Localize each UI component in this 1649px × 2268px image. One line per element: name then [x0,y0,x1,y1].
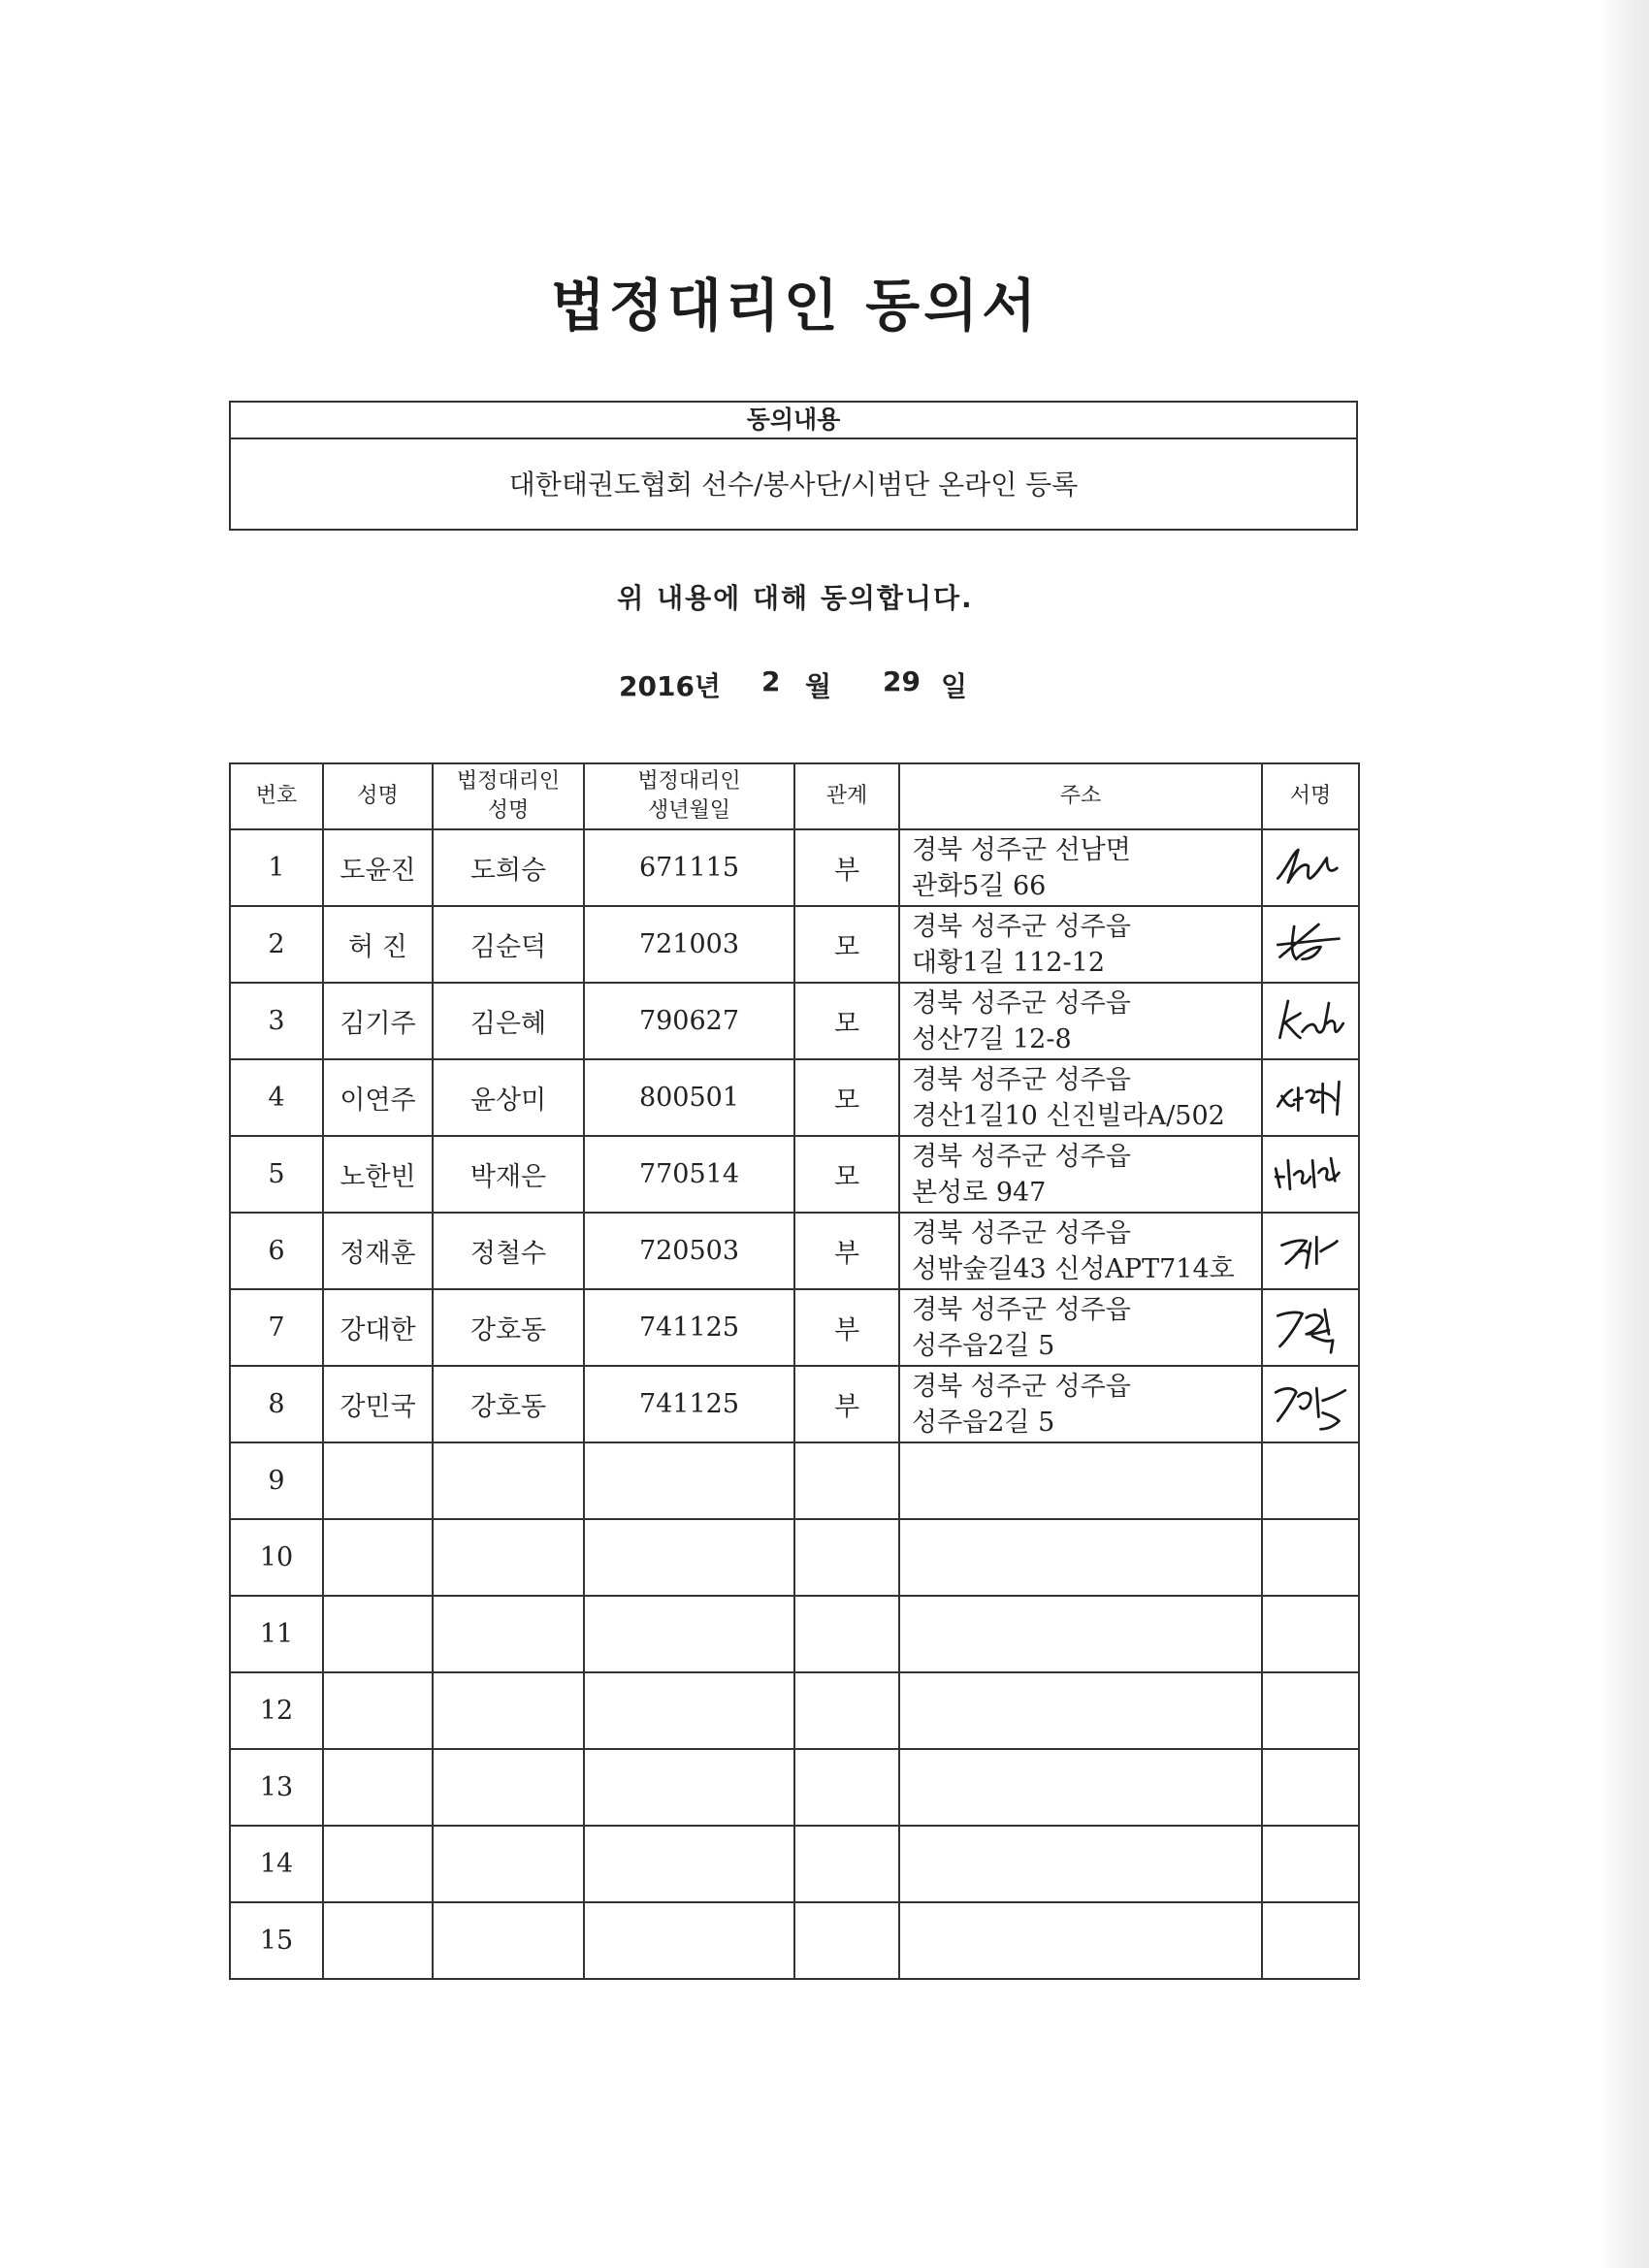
handwritten-signature [1272,1299,1349,1357]
cell-name [323,1519,433,1596]
cell-guardian-birth: 800501 [584,1059,794,1136]
handwritten-signature [1272,1069,1349,1127]
cell-guardian-name: 강호동 [433,1366,584,1442]
cell-address [899,1136,1262,1213]
date-day-unit: 일 [941,670,968,702]
header-guardian-birth-line1: 법정대리인 [637,769,741,794]
cell-address [899,829,1262,906]
cell-name [323,1672,433,1749]
cell-name: 허 진 [323,906,433,983]
cell-address [899,1059,1262,1136]
header-no: 번호 [230,763,323,829]
date-month-unit: 월 [805,670,832,702]
cell-address [899,1213,1262,1289]
cell-guardian-birth: 720503 [584,1213,794,1289]
address-line-2: 성주읍2길 5 [912,1407,1055,1438]
cell-signature [1262,1059,1359,1136]
cell-guardian-birth [584,1519,794,1596]
date-year: 2016년 [619,670,721,702]
table-row [230,1749,1359,1826]
cell-signature [1262,983,1359,1059]
handwritten-signature [1272,992,1349,1051]
header-guardian-birth-line2: 생년월일 [647,798,730,823]
cell-guardian-birth: 770514 [584,1136,794,1213]
address-line-2: 성주읍2길 5 [912,1330,1055,1361]
cell-no: 6 [230,1213,323,1289]
header-signature: 서명 [1262,763,1359,829]
cell-relation: 부 [794,1366,899,1442]
cell-guardian-birth [584,1826,794,1902]
address-line-1: 경북 성주군 성주읍 [912,1217,1131,1248]
guardian-consent-table [229,762,1360,1980]
cell-name [323,1826,433,1902]
agree-statement: 위 내용에 대해 동의합니다. [617,582,974,614]
cell-relation: 모 [794,983,899,1059]
cell-no: 11 [230,1596,323,1672]
cell-relation: 모 [794,1136,899,1213]
cell-address [899,1902,1262,1979]
cell-relation [794,1672,899,1749]
cell-address [899,1366,1262,1442]
cell-guardian-birth [584,1596,794,1672]
cell-guardian-birth: 741125 [584,1289,794,1366]
cell-signature [1262,1519,1359,1596]
cell-name: 김기주 [323,983,433,1059]
cell-no: 4 [230,1059,323,1136]
cell-relation [794,1902,899,1979]
date-day: 29 [883,665,921,697]
cell-name: 이연주 [323,1059,433,1136]
cell-guardian-name: 도희승 [433,829,584,906]
cell-guardian-birth: 721003 [584,906,794,983]
scan-edge-shadow [1600,0,1649,2268]
cell-name [323,1902,433,1979]
cell-signature [1262,1289,1359,1366]
table-row [230,829,1359,906]
cell-signature [1262,1826,1359,1902]
header-address: 주소 [899,763,1262,829]
address-line-2: 대황1길 112-12 [912,947,1106,978]
cell-name: 정재훈 [323,1213,433,1289]
table-row [230,1672,1359,1749]
cell-relation [794,1749,899,1826]
date-month: 2 [761,665,781,697]
cell-guardian-birth [584,1442,794,1519]
cell-signature [1262,1672,1359,1749]
table-row [230,1213,1359,1289]
consent-body: 대한태권도협회 선수/봉사단/시범단 온라인 등록 [508,469,1079,501]
cell-address [899,983,1262,1059]
cell-guardian-name [433,1596,584,1672]
header-name: 성명 [323,763,433,829]
table-row [230,1902,1359,1979]
table-row [230,1059,1359,1136]
cell-signature [1262,1596,1359,1672]
cell-address [899,1672,1262,1749]
header-relation: 관계 [794,763,899,829]
cell-relation [794,1596,899,1672]
cell-guardian-name: 강호동 [433,1289,584,1366]
cell-relation [794,1442,899,1519]
table-body [230,829,1359,1979]
header-guardian-birth [584,763,794,829]
document-title: 법정대리인 동의서 [550,273,1041,339]
cell-signature [1262,1749,1359,1826]
header-guardian-name-line2: 성명 [487,798,530,823]
cell-guardian-birth [584,1749,794,1826]
handwritten-signature [1272,1146,1349,1204]
cell-relation [794,1519,899,1596]
cell-relation: 모 [794,1059,899,1136]
address-line-2: 경산1길10 신진빌라A/502 [912,1100,1225,1131]
cell-guardian-name: 정철수 [433,1213,584,1289]
cell-signature [1262,1136,1359,1213]
address-line-2: 성밖숲길43 신성APT714호 [912,1253,1235,1284]
cell-no: 12 [230,1672,323,1749]
cell-guardian-birth [584,1902,794,1979]
cell-no: 5 [230,1136,323,1213]
cell-guardian-name: 김은혜 [433,983,584,1059]
address-line-1: 경북 성주군 선남면 [912,834,1131,865]
cell-guardian-name [433,1749,584,1826]
cell-address [899,1289,1262,1366]
cell-name [323,1749,433,1826]
cell-guardian-name [433,1672,584,1749]
handwritten-signature [1272,1222,1349,1280]
table-row [230,983,1359,1059]
cell-guardian-birth: 790627 [584,983,794,1059]
cell-address [899,1596,1262,1672]
address-line-1: 경북 성주군 성주읍 [912,911,1131,942]
address-line-1: 경북 성주군 성주읍 [912,1064,1131,1095]
cell-no: 9 [230,1442,323,1519]
cell-no: 2 [230,906,323,983]
cell-signature [1262,1366,1359,1442]
handwritten-signature [1272,916,1349,974]
cell-no: 1 [230,829,323,906]
cell-no: 3 [230,983,323,1059]
cell-signature [1262,1213,1359,1289]
cell-guardian-name: 김순덕 [433,906,584,983]
cell-address [899,1519,1262,1596]
consent-header: 동의내용 [231,403,1356,439]
address-line-1: 경북 성주군 성주읍 [912,1371,1131,1402]
cell-guardian-birth: 741125 [584,1366,794,1442]
address-line-2: 관화5길 66 [912,870,1047,901]
cell-name: 도윤진 [323,829,433,906]
table-row [230,1826,1359,1902]
cell-signature [1262,1442,1359,1519]
cell-guardian-name [433,1902,584,1979]
cell-guardian-birth: 671115 [584,829,794,906]
cell-relation [794,1826,899,1902]
address-line-2: 본성로 947 [912,1177,1047,1208]
handwritten-signature [1272,839,1349,897]
handwritten-signature [1272,1376,1349,1434]
cell-no: 15 [230,1902,323,1979]
cell-relation: 모 [794,906,899,983]
table-row [230,1442,1359,1519]
cell-no: 14 [230,1826,323,1902]
table-row [230,1596,1359,1672]
cell-relation: 부 [794,829,899,906]
cell-relation: 부 [794,1289,899,1366]
cell-no: 8 [230,1366,323,1442]
cell-no: 7 [230,1289,323,1366]
cell-signature [1262,906,1359,983]
cell-relation: 부 [794,1213,899,1289]
consent-box [229,401,1358,531]
cell-signature [1262,1902,1359,1979]
cell-name [323,1442,433,1519]
table-row [230,1519,1359,1596]
cell-guardian-birth [584,1672,794,1749]
cell-address [899,1749,1262,1826]
table-row [230,906,1359,983]
cell-name: 강민국 [323,1366,433,1442]
cell-guardian-name: 윤상미 [433,1059,584,1136]
cell-guardian-name: 박재은 [433,1136,584,1213]
cell-signature [1262,829,1359,906]
address-line-1: 경북 성주군 성주읍 [912,1294,1131,1325]
cell-name: 강대한 [323,1289,433,1366]
cell-name: 노한빈 [323,1136,433,1213]
table-row [230,1136,1359,1213]
table-row [230,1366,1359,1442]
cell-guardian-name [433,1826,584,1902]
cell-name [323,1596,433,1672]
cell-no: 10 [230,1519,323,1596]
header-guardian-name [433,763,584,829]
cell-guardian-name [433,1442,584,1519]
table-header-row [230,763,1359,829]
address-line-1: 경북 성주군 성주읍 [912,988,1131,1019]
address-line-1: 경북 성주군 성주읍 [912,1141,1131,1172]
header-guardian-name-line1: 법정대리인 [456,769,561,794]
cell-no: 13 [230,1749,323,1826]
cell-address [899,1826,1262,1902]
cell-guardian-name [433,1519,584,1596]
cell-address [899,1442,1262,1519]
table-row [230,1289,1359,1366]
cell-address [899,906,1262,983]
address-line-2: 성산7길 12-8 [912,1023,1072,1054]
